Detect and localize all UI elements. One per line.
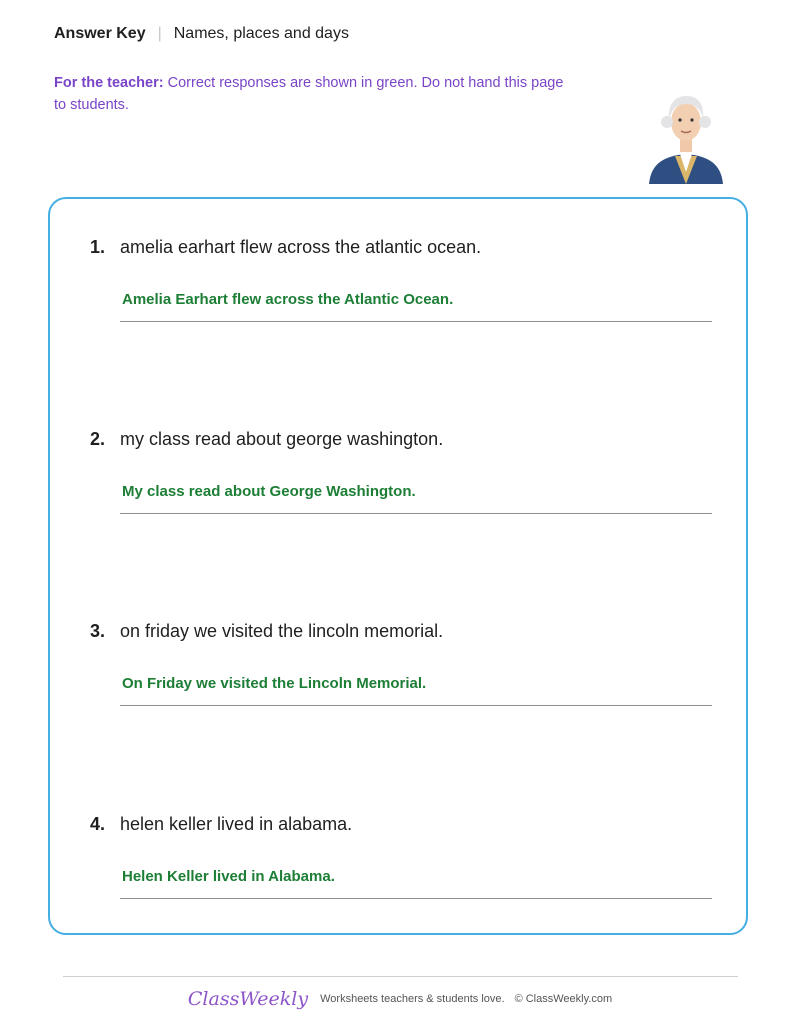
item-number: 1. [90, 237, 106, 257]
page-title: Answer Key [54, 25, 146, 42]
item-prompt [90, 814, 352, 835]
item-prompt [90, 429, 443, 450]
item-prompt [90, 237, 481, 258]
page-footer [0, 988, 800, 1010]
item-sentence: amelia earhart flew across the atlantic ocean. [120, 237, 482, 257]
page-subtitle: Names, places and days [173, 25, 349, 42]
teacher-note-text: Correct responses are shown in green. Do not hand this page to students. [54, 75, 564, 113]
answer-line [120, 898, 712, 899]
exercise-card [48, 197, 748, 935]
item-answer: My class read about George Washington. [122, 483, 416, 500]
item-number: 4. [90, 814, 106, 834]
item-answer: Amelia Earhart flew across the Atlantic Ocean. [122, 291, 454, 308]
page-header [54, 25, 349, 43]
footer-tagline: Worksheets teachers & students love. [320, 993, 505, 1005]
item-answer: Helen Keller lived in Alabama. [122, 868, 335, 885]
answer-line [120, 705, 712, 706]
item-sentence: on friday we visited the lincoln memorial. [120, 621, 444, 641]
item-number: 3. [90, 621, 106, 641]
brand-logo: ClassWeekly [187, 988, 309, 1010]
item-prompt [90, 621, 443, 642]
teacher-note-label: For the teacher: [54, 75, 164, 91]
item-sentence: my class read about george washington. [120, 429, 444, 449]
item-answer: On Friday we visited the Lincoln Memorial. [122, 675, 427, 692]
header-separator: | [157, 25, 162, 42]
teacher-note [54, 72, 564, 116]
footer-divider [63, 976, 738, 977]
item-number: 2. [90, 429, 106, 449]
answer-line [120, 321, 712, 322]
footer-copyright: © ClassWeekly.com [514, 993, 613, 1005]
answer-line [120, 513, 712, 514]
george-washington-portrait-icon [645, 92, 727, 184]
item-sentence: helen keller lived in alabama. [120, 814, 353, 834]
